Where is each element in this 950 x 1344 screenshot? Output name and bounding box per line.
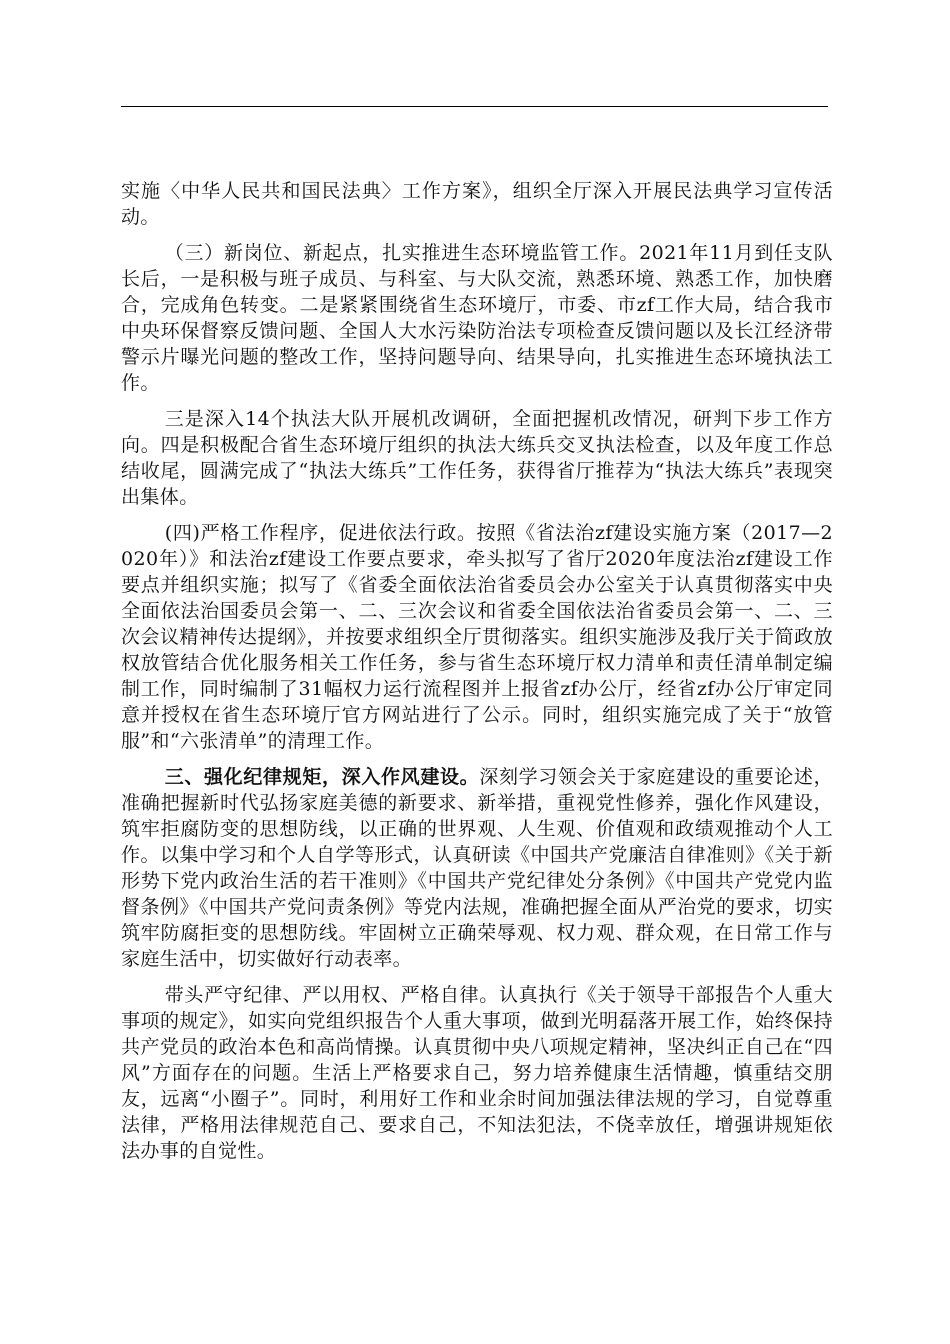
- paragraph-rule-of-law: (四)严格工作程序，促进依法行政。按照《省法治zf建设实施方案（2017—2020年）》和法治zf建设工作要点要求，牵头拟写了省厅2020年度法治zf建设工作要点并组织实施；拟写了《省委全面依法治省委员会办公室关于认真贯彻落实中央全面依法治国委员会第一、二、三次会议和省委全国依法治省委员会第一、二、三次会议精神传达提纲》，并按要求组织全厅贯彻落实。组织实施涉及我厅关于简政放权放管结合优化服务相关工作任务，参与省生态环境厅权力清单和责任清单制定编制工作，同时编制了31幅权力运行流程图并上报省zf办公厅，经省zf办公厅审定同意并授权在省生态环境厅官方网站进行了公示。同时，组织实施完成了关于“放管服”和“六张清单”的清理工作。: [121, 522, 833, 752]
- paragraph-enforcement-drill: 三是深入14个执法大队开展机改调研，全面把握机改情况，研判下步工作方向。四是积极配合省生态环境厅组织的执法大练兵交叉执法检查，以及年度工作总结收尾，圆满完成了“执法大练兵”工作任务，获得省厅推荐为“执法大练兵”表现突出集体。: [121, 408, 833, 508]
- paragraph-discipline-text: 深刻学习领会关于家庭建设的重要论述，准确把握新时代弘扬家庭美德的新要求、新举措，重视党性修养，强化作风建设，筑牢拒腐防变的思想防线，以正确的世界观、人生观、价值观和政绩观推动个人工作。以集中学习和个人自学等形式，认真研读《中国共产党廉洁自律准则》《关于新形势下党内政治生活的若干准则》《中国共产党纪律处分条例》《中国共产党党内监督条例》《中国共产党问责条例》等党内法规，准确把握全面从严治党的要求，切实筑牢防腐拒变的思想防线。牢固树立正确荣辱观、权力观、群众观，在日常工作与家庭生活中，切实做好行动表率。: [121, 766, 833, 970]
- paragraph-discipline: [121, 764, 833, 972]
- paragraph-civil-code-continuation: 实施〈中华人民共和国民法典〉工作方案》，组织全厅深入开展民法典学习宣传活动。: [121, 180, 833, 228]
- paragraph-eco-supervision: （三）新岗位、新起点，扎实推进生态环境监管工作。2021年11月到任支队长后，一是积极与班子成员、与科室、与大队交流，熟悉环境、熟悉工作，加快磨合，完成角色转变。二是紧紧围绕省生态环境厅，市委、市zf工作大局，结合我市中央环保督察反馈问题、全国人大水污染防治法专项检查反馈问题以及长江经济带警示片曝光问题的整改工作，坚持问题导向、结果导向，扎实推进生态环境执法工作。: [121, 242, 833, 394]
- document-body: [121, 178, 833, 1174]
- header-rule: [121, 106, 828, 107]
- paragraph-self-discipline: 带头严守纪律、严以用权、严格自律。认真执行《关于领导干部报告个人重大事项的规定》，如实向党组织报告个人重大事项，做到光明磊落开展工作，始终保持共产党员的政治本色和高尚情操。认真贯彻中央八项规定精神，坚决纠正自己在“四风”方面存在的问题。生活上严格要求自己，努力培养健康生活情趣，慎重结交朋友，远离“小圈子”。同时，利用好工作和业余时间加强法律法规的学习，自觉尊重法律，严格用法律规范自己、要求自己，不知法犯法，不侥幸放任，增强讲规矩依法办事的自觉性。: [121, 984, 833, 1162]
- section-heading-discipline: 三、强化纪律规矩，深入作风建设。: [164, 766, 480, 788]
